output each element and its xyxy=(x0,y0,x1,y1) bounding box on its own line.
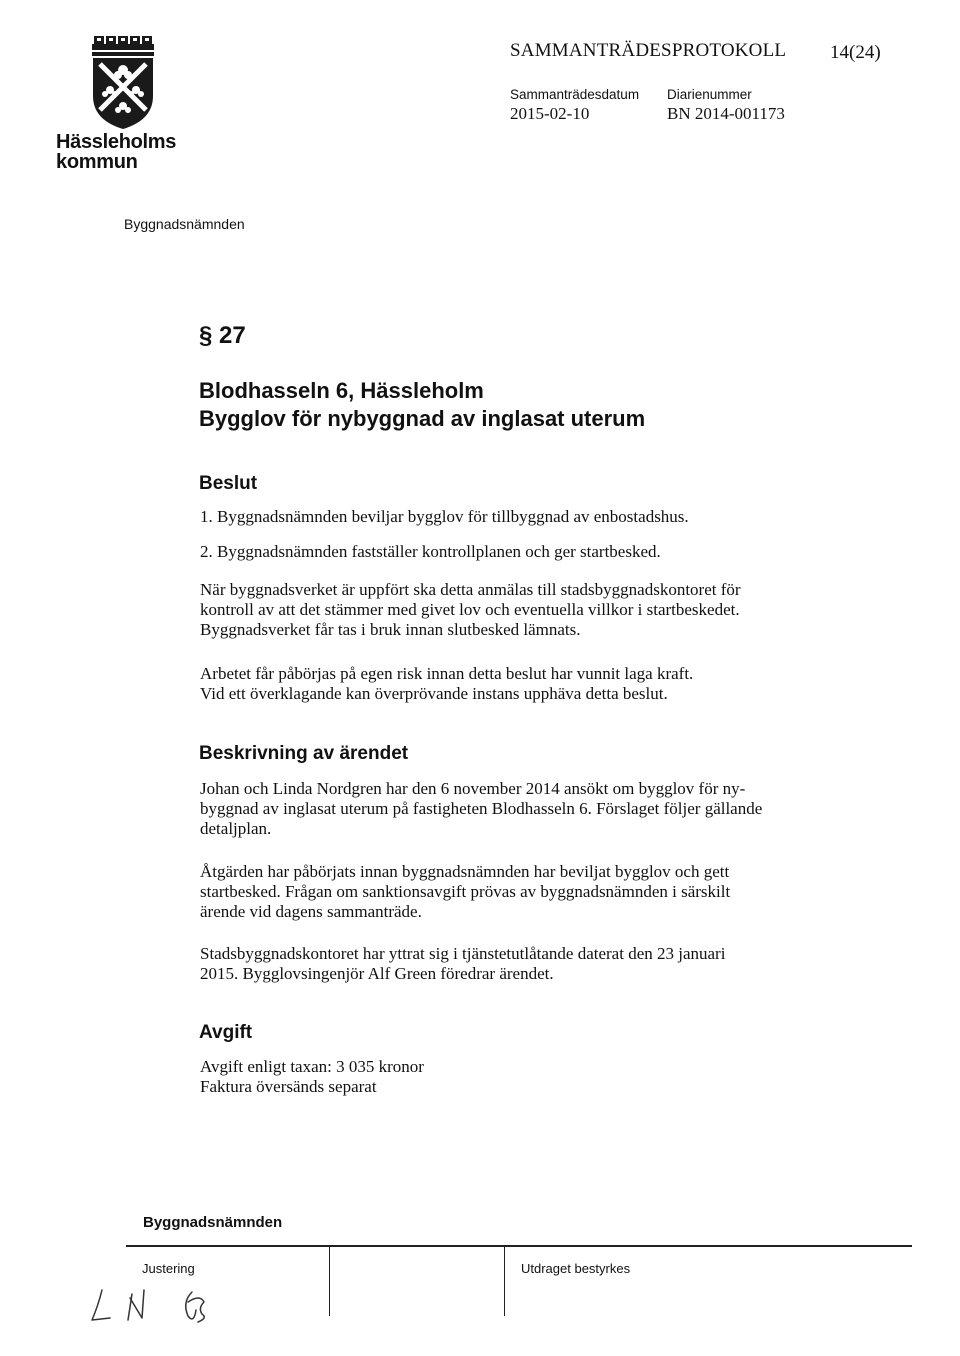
case-number: BN 2014-001173 xyxy=(667,104,785,123)
text-line: Faktura översänds separat xyxy=(200,1077,377,1096)
text-line: 2015. Bygglovsingenjör Alf Green föredrar ärendet. xyxy=(200,964,554,983)
text-line: detaljplan. xyxy=(200,819,272,838)
footer-rule xyxy=(126,1245,912,1247)
section-number: § 27 xyxy=(199,322,246,349)
text-line: ärende vid dagens sammanträde. xyxy=(200,902,422,921)
text-line: Vid ett överklagande kan överprövande instans upphäva detta beslut. xyxy=(200,684,668,703)
decision-item: 1. Byggnadsnämnden beviljar bygglov för tillbyggnad av enbostadshus. xyxy=(200,507,689,526)
decision-list xyxy=(200,542,820,562)
decision-list xyxy=(200,507,820,527)
justering-label: Justering xyxy=(142,1261,195,1276)
municipality-name-line2: kommun xyxy=(56,151,138,173)
handwritten-initials-signature xyxy=(84,1280,244,1330)
text-line: Arbetet får påbörjas på egen risk innan detta beslut har vunnit laga kraft. xyxy=(200,664,694,683)
municipal-crest-logo xyxy=(90,34,156,130)
text-line: kontroll av att det stämmer med givet lov och eventuella villkor i startbeskedet. xyxy=(200,600,740,619)
municipality-name-line1: Hässleholms xyxy=(56,131,177,153)
text-line: Johan och Linda Nordgren har den 6 november 2014 ansökt om bygglov för ny- xyxy=(200,779,746,798)
description-heading: Beskrivning av ärendet xyxy=(199,743,409,764)
title-line-1: Blodhasseln 6, Hässleholm xyxy=(199,378,484,403)
extract-certified-label: Utdraget bestyrkes xyxy=(521,1261,631,1276)
decision-paragraph xyxy=(200,580,820,640)
text-line: Avgift enligt taxan: 3 035 kronor xyxy=(200,1057,424,1076)
description-paragraph xyxy=(200,862,820,922)
text-line: Byggnadsverket får tas i bruk innan slutbesked lämnats. xyxy=(200,620,581,639)
title-line-2: Bygglov för nybyggnad av inglasat uterum xyxy=(199,406,646,431)
page-number: 14(24) xyxy=(830,42,881,63)
fee-paragraph xyxy=(200,1057,820,1097)
meeting-date: 2015-02-10 xyxy=(510,104,590,123)
committee-name: Byggnadsnämnden xyxy=(124,216,245,232)
footer-divider xyxy=(504,1246,505,1316)
text-line: När byggnadsverket är uppfört ska detta anmälas till stadsbyggnadskontoret för xyxy=(200,580,741,599)
municipality-name xyxy=(56,132,176,172)
text-line: Åtgärden har påbörjats innan byggnadsnämnden har beviljat bygglov och gett xyxy=(200,862,730,881)
decision-item: 2. Byggnadsnämnden fastställer kontrollplanen och ger startbesked. xyxy=(200,542,661,561)
case-number-label: Diarienummer xyxy=(667,87,752,102)
footer-divider xyxy=(329,1246,330,1316)
footer-committee: Byggnadsnämnden xyxy=(143,1214,283,1231)
text-line: byggnad av inglasat uterum på fastigheten Blodhasseln 6. Förslaget följer gällande xyxy=(200,799,763,818)
description-paragraph xyxy=(200,944,820,984)
decision-heading: Beslut xyxy=(199,473,258,494)
text-line: Stadsbyggnadskontoret har yttrat sig i tjänstetutlåtande daterat den 23 januari xyxy=(200,944,726,963)
decision-paragraph xyxy=(200,664,820,704)
text-line: startbesked. Frågan om sanktionsavgift prövas av byggnadsnämnden i särskilt xyxy=(200,882,731,901)
fee-heading: Avgift xyxy=(199,1022,253,1043)
document-title: SAMMANTRÄDESPROTOKOLL xyxy=(510,40,787,61)
description-paragraph xyxy=(200,779,820,839)
meeting-date-label: Sammanträdesdatum xyxy=(510,87,640,102)
